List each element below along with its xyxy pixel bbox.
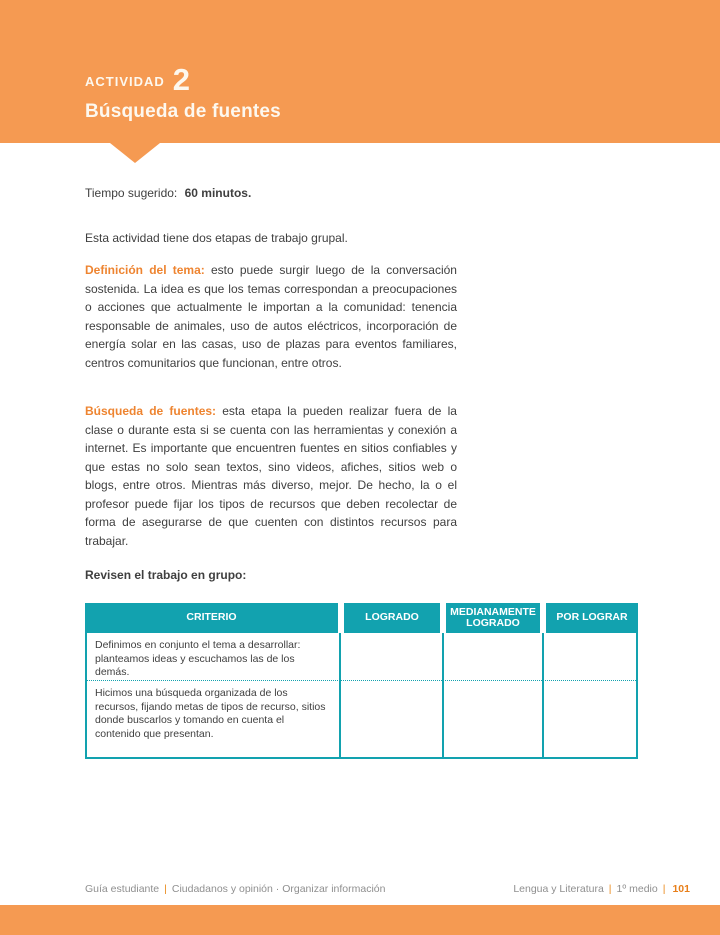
- rubric-column-divider: [339, 633, 341, 757]
- footer-subject-label: Lengua y Literatura: [513, 883, 604, 895]
- header-content: [85, 62, 281, 123]
- footer-band: [0, 905, 720, 935]
- header-pointer-triangle: [110, 143, 160, 163]
- rubric-cell-por-lograr: [544, 633, 636, 680]
- rubric-header-logrado: LOGRADO: [344, 603, 440, 633]
- table-row: [87, 681, 636, 757]
- paragraph-body-busqueda: esta etapa la pueden realizar fuera de la clase o durante esta si se cuenta con las herramientas y conexión a internet. Es importante que encuentren fuentes en sitios confiables y que estas no solo sean textos, sino videos, afiches, sitios web o blogs, entre otros. Mientras más diverso, mejor. De hecho, la o el profesor puede fijar los tipos de recursos que deben recolectar de forma de asegurarse de que cuenten con distintos recursos para trabajar.: [85, 404, 457, 548]
- footer-separator: |: [662, 883, 666, 895]
- rubric-table: [85, 603, 638, 759]
- rubric-intro: Revisen el trabajo en grupo:: [85, 568, 247, 582]
- suggested-time-value: 60 minutos.: [184, 186, 252, 200]
- rubric-cell-medianamente-logrado: [444, 681, 542, 757]
- footer-left: [85, 883, 386, 895]
- table-row: [87, 633, 636, 681]
- intro-text: Esta actividad tiene dos etapas de trabajo grupal.: [85, 231, 348, 245]
- rubric-column-divider: [542, 633, 544, 757]
- rubric-header-medianamente-logrado: MEDIANAMENTE LOGRADO: [446, 603, 540, 633]
- rubric-header-row: [85, 603, 638, 633]
- paragraph-lead-busqueda: Búsqueda de fuentes:: [85, 404, 217, 418]
- activity-label: ACTIVIDAD: [85, 74, 165, 89]
- rubric-header-criterio: CRITERIO: [85, 603, 338, 633]
- suggested-time: [85, 186, 251, 200]
- suggested-time-label: Tiempo sugerido:: [85, 186, 178, 200]
- activity-number: 2: [172, 62, 191, 97]
- footer-separator: |: [164, 883, 167, 895]
- rubric-body: [85, 633, 638, 759]
- activity-line: [85, 62, 281, 97]
- footer-unit-label: Ciudadanos y opinión · Organizar información: [171, 883, 386, 895]
- rubric-cell-logrado: [340, 633, 442, 680]
- rubric-cell-logrado: [340, 681, 442, 757]
- footer-grade-label: 1º medio: [616, 883, 658, 895]
- rubric-column-divider: [442, 633, 444, 757]
- footer-right: [513, 883, 690, 895]
- footer-guide-label: Guía estudiante: [85, 883, 160, 895]
- header-band: [0, 0, 720, 143]
- rubric-header-por-lograr: POR LOGRAR: [546, 603, 638, 633]
- rubric-criterio-cell: Hicimos una búsqueda organizada de los recursos, fijando metas de tipos de recurso, sitios donde buscarlos y tomando en cuenta el contenido que presentan.: [95, 687, 326, 740]
- rubric-criterio-cell: Definimos en conjunto el tema a desarrollar: planteamos ideas y escuchamos las de los demás.: [95, 639, 301, 678]
- rubric-cell-medianamente-logrado: [444, 633, 542, 680]
- paragraph-lead-definicion: Definición del tema:: [85, 263, 205, 277]
- paragraph-definicion-del-tema: [85, 261, 457, 372]
- paragraph-busqueda-de-fuentes: [85, 402, 457, 550]
- page-footer: [85, 883, 690, 895]
- footer-separator: |: [608, 883, 612, 895]
- rubric-cell-por-lograr: [544, 681, 636, 757]
- page-number: 101: [672, 883, 690, 895]
- paragraph-body-definicion: esto puede surgir luego de la conversación sostenida. La idea es que los temas correspondan a preocupaciones o acciones que actualmente le importan a la comunidad: tenencia responsable de animales, uso de autos eléctricos, incorporación de energía solar en las casas, uso de plazas para eventos familiares, centros comunitarios que funcionan, entre otros.: [85, 263, 457, 370]
- page-title: Búsqueda de fuentes: [85, 101, 281, 122]
